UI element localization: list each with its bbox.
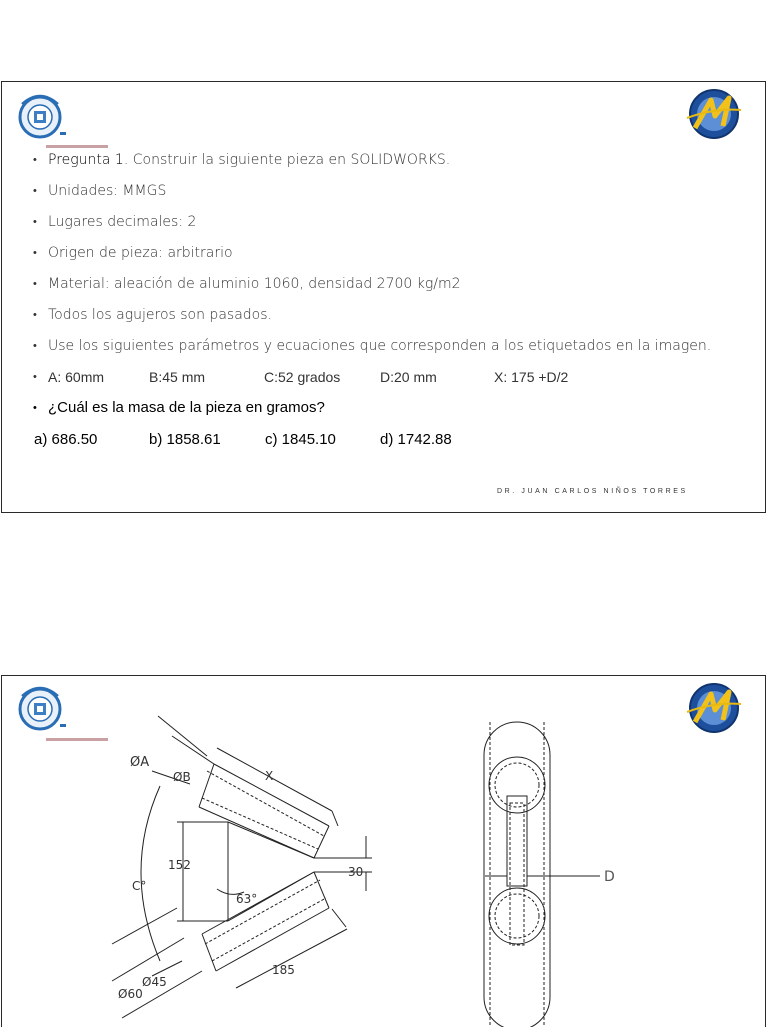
- lower-arm-edge: [216, 908, 329, 971]
- author-footer: DR. JUAN CARLOS NIÑOS TORRES: [497, 488, 688, 495]
- label-30: 30: [348, 865, 364, 879]
- hole-line: [205, 880, 320, 944]
- lower-hole: [489, 888, 545, 944]
- list-item: • Unidades: MMGS: [32, 183, 735, 214]
- angle-c-arc: [141, 786, 160, 961]
- dim-x-line: [217, 748, 332, 811]
- list-item: [32, 152, 735, 183]
- list-item: • Todos los agujeros son pasados.: [32, 307, 735, 338]
- list-item: • Origen de pieza: arbitrario: [32, 245, 735, 276]
- upper-hole: [489, 757, 545, 813]
- upper-arm-end: [199, 764, 214, 807]
- answer-b: b) 1858.61: [149, 431, 221, 448]
- list-item: • Material: aleación de aluminio 1060, densidad 2700 kg/m2: [32, 276, 735, 307]
- label-152: 152: [168, 858, 191, 872]
- hole-line: [212, 898, 326, 961]
- label-63: 63°: [236, 892, 258, 906]
- label-c: C°: [132, 879, 147, 893]
- label-x: X: [265, 769, 274, 783]
- lower-arm-end: [314, 872, 329, 908]
- question-number: Pregunta 1: [48, 152, 124, 168]
- slide-1: [1, 81, 766, 513]
- label-phi-a: ØA: [130, 755, 150, 770]
- list-item: • Use los siguientes parámetros y ecuaciones que corresponden a los etiquetados en la imagen.: [32, 338, 735, 369]
- param-a: A: 60mm: [48, 369, 105, 385]
- question-text: . Construir la siguiente pieza en SOLIDWORKS.: [123, 152, 451, 168]
- slide-2: [1, 675, 766, 1027]
- answer-d: d) 1742.88: [380, 431, 452, 448]
- upper-arm-end: [314, 826, 329, 858]
- label-d: D: [604, 869, 615, 885]
- answer-a: a) 686.50: [34, 431, 98, 448]
- param-b: B:45 mm: [149, 369, 206, 385]
- lower-arm-end: [202, 934, 216, 971]
- label-phi-45: Ø45: [142, 975, 167, 989]
- parameters-list: [32, 369, 735, 400]
- tecnologico-logo: [16, 90, 78, 140]
- param-d: D:20 mm: [380, 369, 437, 385]
- technical-drawing: [2, 676, 766, 1027]
- param-c: C:52 grados: [264, 369, 341, 385]
- dim-185-line: [236, 929, 347, 988]
- mass-question: • ¿Cuál es la masa de la pieza en gramos?: [32, 400, 735, 431]
- label-phi-b: ØB: [173, 770, 191, 784]
- param-x: X: 175 +D/2: [494, 369, 569, 385]
- accent-bar: [46, 145, 108, 148]
- instructions-list: [32, 152, 735, 431]
- answer-c: c) 1845.10: [265, 431, 336, 448]
- institution-logo: [683, 88, 745, 142]
- label-185: 185: [272, 963, 295, 977]
- label-phi-60: Ø60: [118, 987, 143, 1001]
- side-view-outline: [484, 722, 550, 1027]
- list-item: • Lugares decimales: 2: [32, 214, 735, 245]
